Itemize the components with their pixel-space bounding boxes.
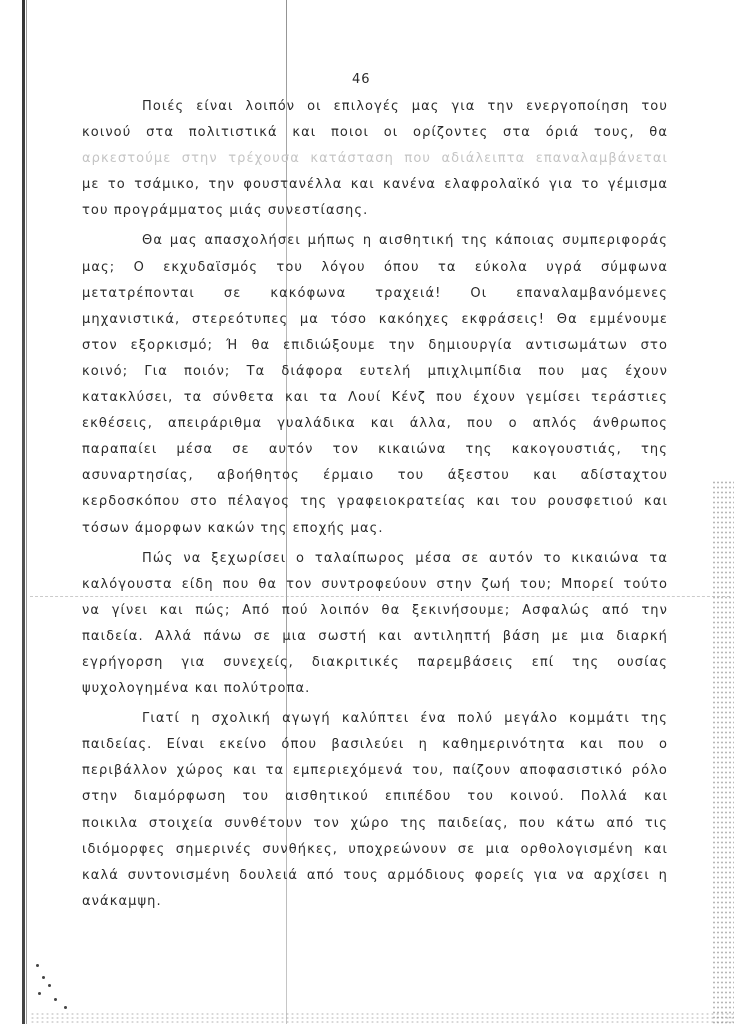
text-line: μας; Ο εκχυδαϊσμός του λόγου όπου τα εύκολα υγρά σύμφωνα <box>82 259 668 275</box>
text-line: ποικιλα στοιχεία συνθέτουν τον χώρο της παιδείας, που κάτω από τις <box>82 815 668 831</box>
text-line: αρκεστούμε στην τρέχουσα κατάσταση που αδιάλειπτα επαναλαμβάνεται <box>82 151 668 167</box>
text-line: καλόγουστα είδη που θα τον συντροφεύουν στην ζωή του; Μπορεί τούτο <box>82 576 668 592</box>
text-line: ασυναρτησίας, αβοήθητος έρμαιο του άξεστου και αδίσταχτου <box>82 468 668 484</box>
text-line: κοινού στα πολιτιστικά και ποιοι οι ορίζοντες στα όριά τους, θα <box>82 125 668 141</box>
scan-edge-left <box>22 0 25 1024</box>
scan-specks <box>34 962 74 1012</box>
text-line: μετατρέπονται σε κακόφωνα τραχειά! Οι επαναλαμβανόμενες <box>82 285 668 301</box>
text-line: κοινό; Για ποιόν; Τα διάφορα ευτελή μπιχλιμπίδια που μας έχουν <box>82 363 668 379</box>
text-line: παιδεία. Αλλά πάνω σε μια σωστή και αντιληπτή βάση με μια διαρκή <box>82 628 668 644</box>
text-line: ψυχολογημένα και πολύτροπα. <box>82 681 311 697</box>
paragraph-first-line: Γιατί η σχολική αγωγή καλύπτει ένα πολύ μεγάλο κομμάτι της <box>142 711 668 727</box>
text-line: καλά συντονισμένη δουλειά από τους αρμόδιους φορείς για να αρχίσει η <box>82 867 668 883</box>
text-line: του προγράμματος μιάς συνεστίασης. <box>82 203 369 219</box>
text-line: τόσων άμορφων κακών της εποχής μας. <box>82 520 384 536</box>
text-line: παιδείας. Είναι εκείνο όπου βασιλεύει η καθημερινότητα και που ο <box>82 737 668 753</box>
paragraph-first-line: Πώς να ξεχωρίσει ο ταλαίπωρος μέσα σε αυτόν το κικαιώνα τα <box>142 550 668 566</box>
text-line: περιβάλλον χώρος και τα εμπεριεχόμενά του, παίζουν αποφασιστικό ρόλο <box>82 763 668 779</box>
text-line: κερδοσκόπου στο πέλαγος της γραφειοκρατείας και του ρουσφετιού και <box>82 494 668 510</box>
text-line: εγρήγορση για συνεχείς, διακριτικές παρεμβάσεις επί της ουσίας <box>82 654 668 670</box>
text-line: να γίνει και πώς; Από πού λοιπόν θα ξεκινήσουμε; Ασφαλώς από την <box>82 602 668 618</box>
text-line: παραπαίει μέσα σε αυτόν τον κικαιώνα της κακογουστιάς, της <box>82 442 668 458</box>
text-line: ιδιόμορφες σημερινές συνθήκες, υποχρεώνουν σε μια ορθολογισμένη και <box>82 841 668 857</box>
text-line: στην διαμόρφωση του αισθητικού επιπέδου του κοινού. Πολλά και <box>82 789 668 805</box>
paragraph-first-line: Θα μας απασχολήσει μήπως η αισθητική της κάποιας συμπεριφοράς <box>142 233 668 249</box>
scan-noise-right <box>712 480 734 1024</box>
paragraph-first-line: Ποιές είναι λοιπόν οι επιλογές μας για την ενεργοποίηση του <box>142 99 668 114</box>
text-line: ανάκαμψη. <box>82 893 162 909</box>
page-number: 46 <box>352 72 371 87</box>
text-line: στον εξορκισμό; Ή θα επιδιώξουμε την δημιουργία αντισωμάτων στο <box>82 337 668 353</box>
text-line: κατακλύσει, τα σύνθετα και τα Λουί Κένζ που έχουν γεμίσει τεράστιες <box>82 390 668 406</box>
text-line: εκθέσεις, απειράριθμα γυαλάδικα και άλλα, που ο απλός άνθρωπος <box>82 416 668 432</box>
text-line: μηχανιστικά, στερεότυπες μα τόσο κακόηχες εκφράσεις! Θα εμμένουμε <box>82 311 668 327</box>
text-line: με το τσάμικο, την φουστανέλλα και κανένα ελαφρολαϊκό για το γέμισμα <box>82 177 668 193</box>
body-text <box>82 94 668 919</box>
paragraph-gap <box>82 915 668 919</box>
scan-edge-shadow <box>26 0 27 1024</box>
scan-noise-bottom <box>30 1012 734 1024</box>
